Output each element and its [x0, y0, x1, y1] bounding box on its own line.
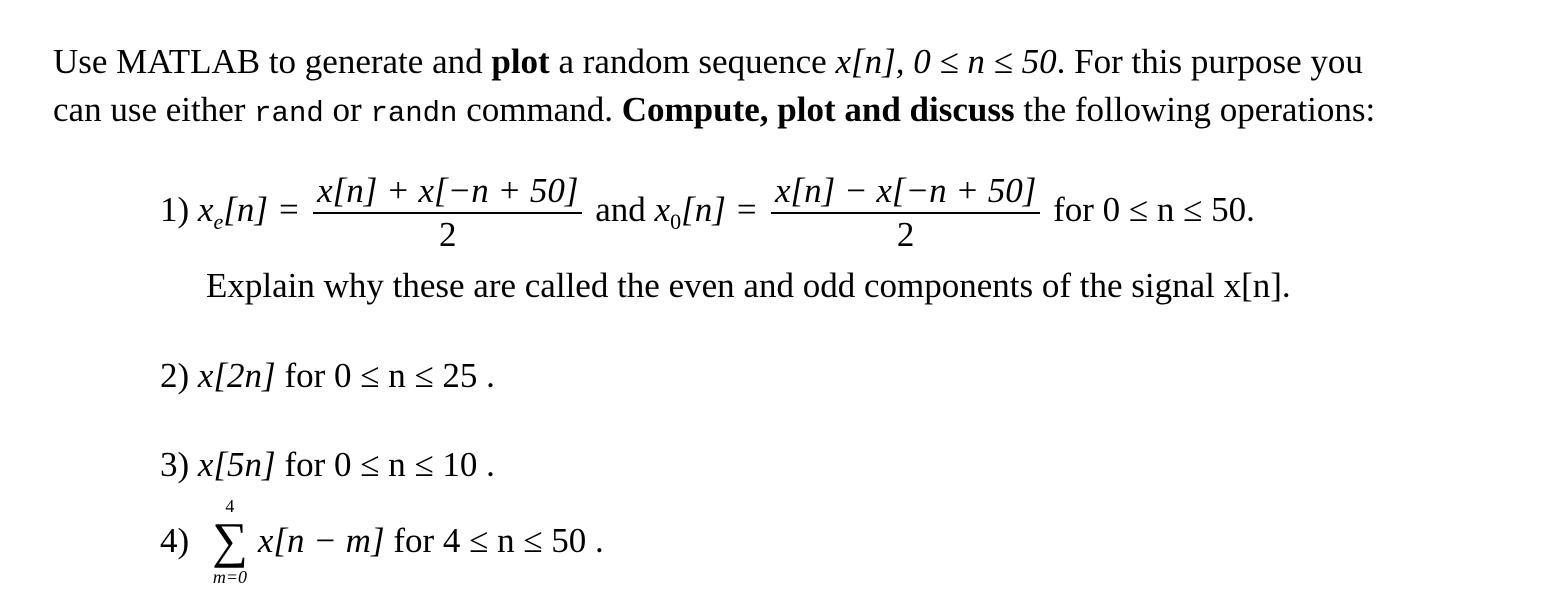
intro-text: Use MATLAB to generate and [53, 42, 492, 81]
item-2 [160, 356, 495, 396]
intro-text: a random sequence [549, 42, 836, 81]
explanation-text: Explain why these are called the even and odd components of the signal x[n]. [206, 266, 1291, 305]
item-3 [160, 445, 495, 485]
odd-component-symbol: x [654, 190, 671, 230]
intro-text: . For this purpose you [1056, 42, 1363, 81]
and-word: and [595, 190, 646, 230]
sigma-symbol: ∑ [212, 512, 248, 568]
even-subscript: e [213, 209, 224, 235]
sum-lower-limit: m=0 [212, 567, 247, 587]
item-number: 4) [160, 521, 190, 561]
intro-text: can use either [53, 90, 255, 129]
intro-line-1 [53, 38, 1533, 86]
item-range: for 4 ≤ n ≤ 50 . [393, 521, 604, 561]
intro-text: the following operations: [1014, 90, 1376, 129]
item-number: 3) [160, 445, 190, 484]
intro-bold-instructions: Compute, plot and discuss [621, 90, 1015, 129]
even-arg: [n] = [223, 190, 301, 230]
odd-numerator: x[n] − x[−n + 50] [771, 172, 1040, 214]
item-4 [160, 496, 604, 592]
even-denominator: 2 [439, 215, 457, 254]
even-fraction [313, 172, 582, 254]
summation [204, 496, 256, 592]
odd-denominator: 2 [896, 215, 915, 254]
item-range: for 0 ≤ n ≤ 25 . [284, 356, 495, 395]
intro-text: command. [457, 90, 622, 129]
odd-arg: [n] = [681, 190, 759, 230]
item-number: 2) [160, 356, 190, 395]
odd-fraction [771, 172, 1040, 254]
sequence-range-math: x[n], 0 ≤ n ≤ 50 [835, 42, 1057, 81]
odd-subscript: 0 [670, 209, 682, 235]
even-numerator: x[n] + x[−n + 50] [313, 172, 582, 214]
item-expression: x[2n] [197, 356, 276, 395]
item-1 [160, 172, 1255, 254]
intro-paragraph [53, 38, 1533, 138]
sum-upper-limit: 4 [225, 496, 235, 516]
item-expression: x[5n] [197, 445, 276, 484]
item-number: 1) [160, 190, 190, 230]
intro-text: or [323, 90, 371, 129]
item-expression: x[n − m] [257, 521, 385, 561]
item-1-explanation [206, 266, 1291, 306]
command-randn: randn [370, 97, 458, 130]
item-range: for 0 ≤ n ≤ 50. [1053, 190, 1255, 230]
intro-bold-plot: plot [491, 42, 550, 81]
item-range: for 0 ≤ n ≤ 10 . [284, 445, 495, 484]
even-component-symbol: x [197, 190, 214, 230]
command-rand: rand [254, 97, 324, 130]
intro-line-2 [53, 86, 1533, 138]
